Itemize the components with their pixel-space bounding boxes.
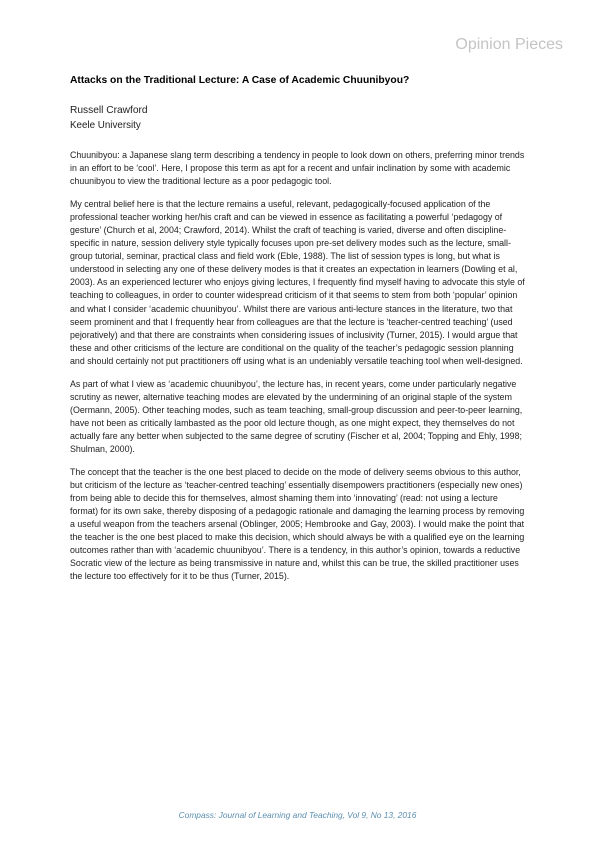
paragraph-2: My central belief here is that the lecture remains a useful, relevant, pedagogically-focused application of the professional teacher working her/his craft and can be viewed in essence as facilitating a powerful ‘pedagogy of gesture’ (Church et al, 2004; Crawford, 2014). Whilst the craft of teaching is varied, diverse and often discipline-specific in nature, session delivery style typically focuses upon pre-set delivery modes such as the lecture, small-group tutorial, seminar, practical class and field work (Eble, 1988). The list of session types is long, but what is understood in selecting any one of these delivery modes is that it creates an expectation in learners (Dowling et al, 2003). As an experienced lecturer who enjoys giving lectures, I frequently find myself having to advocate this style of teaching to colleagues, in order to counter widespread criticism of it that seems to stem from both ‘popular’ opinion and what I consider ‘academic chuunibyou’. Whilst there are various anti-lecture stances in the literature, two that seem prominent and that I frequently hear from colleagues are that the lecture is ‘teacher-centred teaching’ (used pejoratively) and that there are constraints when considering issues of inclusivity (Turner, 2015). I would argue that these and other criticisms of the lecture are conditional on the quality of the teacher’s pedagogic session planning and should certainly not put practitioners off using what is an undeniably versatile teaching tool when well-designed. xyxy=(70,199,525,366)
paragraph-4: The concept that the teacher is the one best placed to decide on the mode of delivery seems obvious to this author, but criticism of the lecture as ‘teacher-centred teaching’ essentially disempowers practitioners (especially new ones) from being able to decide this for themselves, almost shaming them into ‘innovating’ (read: not using a lecture format) for its own sake, thereby disposing of a pedagogic rationale and damaging the learning process by removing a useful weapon from the teachers arsenal (Oblinger, 2005; Hembrooke and Gay, 2003). I would make the point that the teacher is the one best placed to make this decision, which should always be with a qualified eye on the learning outcomes rather than with ‘academic chuunibyou’. There is a tendency, in this author’s opinion, towards a reductive Socratic view of the lecture as being transmissive in nature and, whilst this can be true, the skilled practitioner uses the lecture too effectively for it to be thus (Turner, 2015). xyxy=(70,467,525,582)
section-label: Opinion Pieces xyxy=(455,36,563,53)
article-title: Attacks on the Traditional Lecture: A Case of Academic Chuunibyou? xyxy=(70,75,410,86)
author-affiliation: Keele University xyxy=(70,119,141,131)
author-name: Russell Crawford xyxy=(70,105,148,116)
article-body xyxy=(70,74,528,593)
journal-footer: Compass: Journal of Learning and Teaching, Vol 9, No 13, 2016 xyxy=(178,810,417,820)
paragraph-1: Chuunibyou: a Japanese slang term describing a tendency in people to look down on others, preferring minor trends in an effort to be ‘cool’. Here, I propose this term as apt for a recent and unfair inclination by some with academic chuunibyou to view the traditional lecture as a poor pedagogic tool. xyxy=(70,150,525,187)
paragraph-3: As part of what I view as ‘academic chuunibyou’, the lecture has, in recent years, come under particularly negative scrutiny as newer, alternative teaching modes are elevated by the undermining of an original staple of the system (Oermann, 2005). Other teaching modes, such as team teaching, small-group discussion and peer-to-peer learning, have not been as critically lambasted as the poor old lecture though, as one might expect, they themselves do not actually fare any better when subjected to the same degree of scrutiny (Fischer et al, 2004; Topping and Ehly, 1998; Shulman, 2000). xyxy=(70,378,523,454)
